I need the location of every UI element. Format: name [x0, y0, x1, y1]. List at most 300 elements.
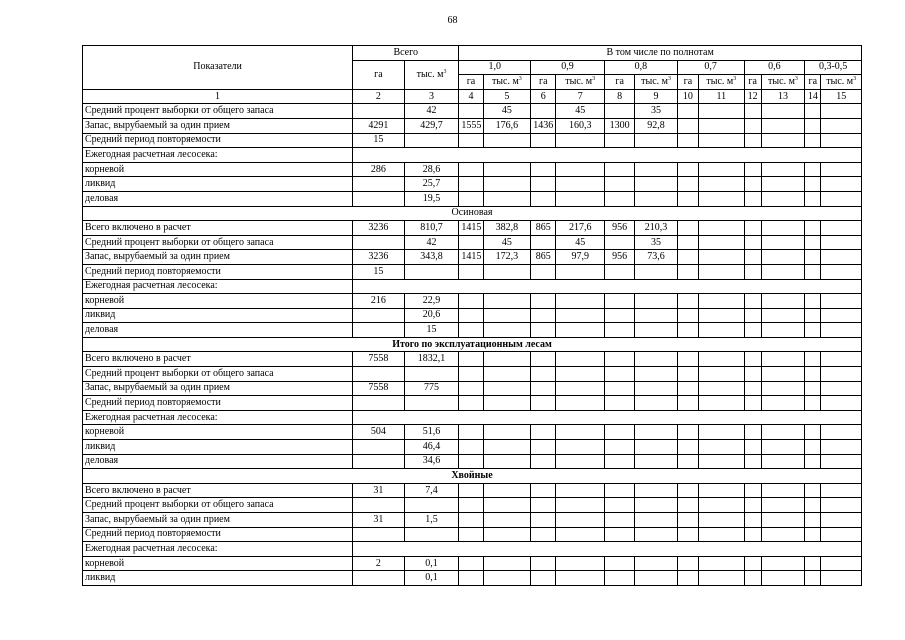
table-cell	[483, 162, 531, 177]
table-cell	[353, 571, 405, 586]
table-cell: 286	[353, 162, 405, 177]
table-cell	[761, 177, 805, 192]
table-cell	[699, 294, 745, 309]
table-cell	[677, 396, 698, 411]
table-cell	[635, 294, 677, 309]
table-cell	[459, 367, 483, 382]
table-cell	[677, 308, 698, 323]
table-cell	[353, 104, 405, 119]
row-label: ликвид	[83, 308, 353, 323]
table-row	[83, 323, 862, 338]
table-cell: 1415	[459, 221, 483, 236]
table-cell	[805, 367, 821, 382]
table-row	[83, 221, 862, 236]
table-cell: 97,9	[556, 250, 605, 265]
table-cell	[699, 104, 745, 119]
table-cell	[821, 440, 862, 455]
table-cell	[531, 323, 556, 338]
table-cell	[531, 308, 556, 323]
row-label: ликвид	[83, 177, 353, 192]
table-cell	[483, 440, 531, 455]
table-row	[83, 191, 862, 206]
table-cell	[604, 235, 634, 250]
table-cell: 1415	[459, 250, 483, 265]
table-row	[83, 264, 862, 279]
table-cell	[404, 527, 459, 542]
table-cell	[635, 454, 677, 469]
table-cell	[805, 571, 821, 586]
table-cell	[353, 191, 405, 206]
table-cell: 956	[604, 221, 634, 236]
row-label: Запас, вырубаемый за один прием	[83, 513, 353, 528]
table-cell: 3236	[353, 221, 405, 236]
table-cell	[556, 498, 605, 513]
table-cell	[459, 308, 483, 323]
table-cell: 51,6	[404, 425, 459, 440]
table-cell	[761, 440, 805, 455]
table-cell	[483, 454, 531, 469]
header-unit-volume: тыс. $м^3$	[699, 75, 745, 90]
table-cell	[483, 294, 531, 309]
table-cell	[604, 483, 634, 498]
table-cell	[744, 396, 761, 411]
table-cell	[635, 513, 677, 528]
empty-span-cell	[353, 410, 862, 425]
table-cell	[404, 396, 459, 411]
subheading-row	[83, 410, 862, 425]
column-number: 9	[635, 89, 677, 104]
header-total: Всего	[353, 46, 459, 61]
column-number: 12	[744, 89, 761, 104]
table-cell: 0,1	[404, 571, 459, 586]
table-cell	[761, 104, 805, 119]
table-cell	[761, 221, 805, 236]
row-label: Средний процент выборки от общего запаса	[83, 104, 353, 119]
table-cell	[604, 381, 634, 396]
table-cell	[483, 381, 531, 396]
table-cell	[483, 191, 531, 206]
table-cell	[805, 221, 821, 236]
table-cell	[531, 133, 556, 148]
row-label: Средний период повторяемости	[83, 264, 353, 279]
table-cell: 865	[531, 250, 556, 265]
table-cell	[404, 133, 459, 148]
table-cell	[353, 498, 405, 513]
table-cell: 775	[404, 381, 459, 396]
column-number: 7	[556, 89, 605, 104]
table-cell	[531, 440, 556, 455]
table-cell	[821, 498, 862, 513]
row-label: Ежегодная расчетная лесосека:	[83, 279, 353, 294]
table-cell: 172,3	[483, 250, 531, 265]
row-label: ликвид	[83, 440, 353, 455]
column-number: 14	[805, 89, 821, 104]
table-cell	[531, 162, 556, 177]
table-cell	[459, 323, 483, 338]
table-cell	[404, 264, 459, 279]
table-cell	[483, 264, 531, 279]
row-label: деловая	[83, 454, 353, 469]
table-cell	[353, 440, 405, 455]
table-cell	[483, 425, 531, 440]
table-cell	[744, 527, 761, 542]
row-label: Средний процент выборки от общего запаса	[83, 235, 353, 250]
table-cell	[353, 454, 405, 469]
table-cell	[531, 396, 556, 411]
table-cell	[677, 440, 698, 455]
table-cell	[744, 191, 761, 206]
table-cell	[404, 498, 459, 513]
table-cell	[556, 367, 605, 382]
header-unit-ha: га	[531, 75, 556, 90]
table-cell	[531, 527, 556, 542]
table-cell	[761, 264, 805, 279]
table-cell	[531, 235, 556, 250]
table-cell	[805, 294, 821, 309]
table-cell	[556, 454, 605, 469]
table-cell	[699, 133, 745, 148]
table-cell	[821, 483, 862, 498]
table-cell	[699, 235, 745, 250]
table-cell	[677, 191, 698, 206]
table-cell	[635, 381, 677, 396]
table-cell	[744, 308, 761, 323]
table-cell	[805, 527, 821, 542]
table-row	[83, 367, 862, 382]
table-cell	[744, 513, 761, 528]
row-label: корневой	[83, 162, 353, 177]
table-cell: 73,6	[635, 250, 677, 265]
table-cell: 504	[353, 425, 405, 440]
table-cell: 42	[404, 104, 459, 119]
header-unit-volume: тыс. $м^3$	[761, 75, 805, 90]
header-density: 0,8	[604, 60, 677, 75]
table-cell: 45	[483, 104, 531, 119]
table-cell: 46,4	[404, 440, 459, 455]
table-cell	[805, 352, 821, 367]
header-unit-ha: га	[604, 75, 634, 90]
table-cell	[556, 396, 605, 411]
table-cell: 35	[635, 104, 677, 119]
table-cell: 429,7	[404, 118, 459, 133]
table-cell	[761, 294, 805, 309]
table-cell	[699, 498, 745, 513]
table-cell	[556, 162, 605, 177]
table-cell	[531, 177, 556, 192]
table-cell	[353, 323, 405, 338]
table-cell	[677, 133, 698, 148]
table-cell	[699, 177, 745, 192]
table-cell	[805, 556, 821, 571]
table-cell	[483, 498, 531, 513]
table-cell	[483, 323, 531, 338]
table-cell	[677, 425, 698, 440]
table-cell	[821, 396, 862, 411]
table-cell: 31	[353, 513, 405, 528]
table-cell	[699, 323, 745, 338]
table-cell	[353, 396, 405, 411]
table-cell: 2	[353, 556, 405, 571]
table-cell	[635, 191, 677, 206]
table-cell	[821, 323, 862, 338]
table-cell	[604, 454, 634, 469]
header-density: 0,3-0,5	[805, 60, 862, 75]
table-cell	[677, 118, 698, 133]
row-label: Средний процент выборки от общего запаса	[83, 367, 353, 382]
table-cell	[556, 352, 605, 367]
table-cell	[483, 367, 531, 382]
section-title: Хвойные	[83, 469, 862, 484]
table-cell	[744, 425, 761, 440]
table-cell	[761, 250, 805, 265]
table-cell	[744, 367, 761, 382]
table-cell: 7558	[353, 381, 405, 396]
table-cell	[805, 381, 821, 396]
table-cell	[744, 483, 761, 498]
table-cell	[699, 381, 745, 396]
table-cell: 45	[556, 235, 605, 250]
table-cell	[744, 498, 761, 513]
table-cell	[483, 527, 531, 542]
row-label: корневой	[83, 556, 353, 571]
row-label: Средний процент выборки от общего запаса	[83, 498, 353, 513]
table-cell	[821, 425, 862, 440]
table-cell	[604, 556, 634, 571]
table-cell: 4291	[353, 118, 405, 133]
table-cell	[805, 191, 821, 206]
table-cell	[459, 264, 483, 279]
header-by-density: В том числе по полнотам	[459, 46, 862, 61]
table-cell	[531, 191, 556, 206]
row-label: Средний период повторяемости	[83, 133, 353, 148]
logging-table	[82, 45, 862, 586]
header-unit-ha: га	[744, 75, 761, 90]
table-cell	[531, 104, 556, 119]
table-cell	[531, 483, 556, 498]
header-density: 0,6	[744, 60, 805, 75]
table-cell	[677, 162, 698, 177]
column-number-row	[83, 89, 862, 104]
table-row	[83, 352, 862, 367]
table-cell	[677, 527, 698, 542]
page-number: 68	[447, 15, 458, 26]
header-density: 0,9	[531, 60, 605, 75]
section-header-row	[83, 337, 862, 352]
table-cell	[821, 352, 862, 367]
column-number: 11	[699, 89, 745, 104]
table-cell	[699, 367, 745, 382]
table-cell	[699, 264, 745, 279]
table-cell	[699, 352, 745, 367]
table-cell: 7558	[353, 352, 405, 367]
table-cell	[604, 352, 634, 367]
column-number: 2	[353, 89, 405, 104]
table-cell: 28,6	[404, 162, 459, 177]
table-cell	[459, 133, 483, 148]
table-cell	[821, 250, 862, 265]
table-cell	[744, 250, 761, 265]
table-cell	[699, 162, 745, 177]
table-cell	[821, 571, 862, 586]
table-cell: 92,8	[635, 118, 677, 133]
table-cell	[556, 440, 605, 455]
table-cell	[635, 352, 677, 367]
header-unit-ha: га	[459, 75, 483, 90]
table-cell	[821, 133, 862, 148]
header-density: 1,0	[459, 60, 531, 75]
row-label: Ежегодная расчетная лесосека:	[83, 542, 353, 557]
table-cell	[531, 264, 556, 279]
table-cell	[635, 556, 677, 571]
table-cell: 810,7	[404, 221, 459, 236]
table-cell	[604, 396, 634, 411]
table-cell: 1,5	[404, 513, 459, 528]
table-cell	[677, 221, 698, 236]
table-row	[83, 294, 862, 309]
table-row	[83, 483, 862, 498]
column-number: 5	[483, 89, 531, 104]
table-row	[83, 104, 862, 119]
table-cell	[805, 308, 821, 323]
table-cell	[635, 571, 677, 586]
table-cell	[821, 381, 862, 396]
table-cell	[604, 264, 634, 279]
table-cell	[483, 177, 531, 192]
table-cell	[744, 352, 761, 367]
table-cell	[805, 133, 821, 148]
empty-span-cell	[353, 279, 862, 294]
row-label: Запас, вырубаемый за один прием	[83, 250, 353, 265]
table-cell	[761, 571, 805, 586]
table-cell	[459, 162, 483, 177]
table-cell	[459, 571, 483, 586]
table-cell	[604, 133, 634, 148]
table-cell	[556, 323, 605, 338]
table-cell	[677, 250, 698, 265]
table-cell	[556, 294, 605, 309]
table-cell: 15	[353, 133, 405, 148]
table-cell	[459, 294, 483, 309]
table-cell	[805, 425, 821, 440]
row-label: Запас, вырубаемый за один прием	[83, 381, 353, 396]
table-cell	[805, 177, 821, 192]
table-cell	[483, 556, 531, 571]
subheading-row	[83, 148, 862, 163]
table-cell	[821, 104, 862, 119]
table-cell	[556, 527, 605, 542]
row-label: деловая	[83, 323, 353, 338]
table-cell	[556, 177, 605, 192]
table-cell	[821, 191, 862, 206]
table-cell	[604, 440, 634, 455]
table-cell: 42	[404, 235, 459, 250]
header-unit-volume: тыс. $м^3$	[556, 75, 605, 90]
table-cell	[805, 513, 821, 528]
table-cell	[744, 454, 761, 469]
table-cell: 7,4	[404, 483, 459, 498]
table-cell	[604, 425, 634, 440]
table-cell: 25,7	[404, 177, 459, 192]
table-row	[83, 133, 862, 148]
table-cell: 1436	[531, 118, 556, 133]
section-title: Итого по эксплуатационным лесам	[83, 337, 862, 352]
table-cell	[821, 264, 862, 279]
table-cell	[744, 556, 761, 571]
table-cell: 45	[483, 235, 531, 250]
table-cell	[761, 513, 805, 528]
table-cell	[459, 527, 483, 542]
column-number: 13	[761, 89, 805, 104]
table-cell	[821, 556, 862, 571]
table-cell	[744, 118, 761, 133]
table-cell	[531, 498, 556, 513]
header-unit-ha: га	[805, 75, 821, 90]
table-cell	[761, 352, 805, 367]
header-density: 0,7	[677, 60, 744, 75]
table-cell	[404, 367, 459, 382]
table-row	[83, 454, 862, 469]
table-cell	[761, 191, 805, 206]
subheading-row	[83, 279, 862, 294]
table-cell	[531, 381, 556, 396]
table-cell: 19,5	[404, 191, 459, 206]
table-cell	[604, 104, 634, 119]
table-cell	[821, 454, 862, 469]
table-cell	[761, 235, 805, 250]
table-cell	[531, 571, 556, 586]
table-cell	[805, 104, 821, 119]
empty-span-cell	[353, 148, 862, 163]
table-cell	[805, 235, 821, 250]
row-label: Всего включено в расчет	[83, 483, 353, 498]
table-cell: 382,8	[483, 221, 531, 236]
table-cell: 1555	[459, 118, 483, 133]
table-cell	[821, 367, 862, 382]
table-row	[83, 235, 862, 250]
table-cell	[677, 352, 698, 367]
table-cell	[744, 104, 761, 119]
table-cell: 160,3	[556, 118, 605, 133]
table-cell	[604, 308, 634, 323]
table-cell	[635, 425, 677, 440]
table-cell	[699, 454, 745, 469]
table-cell	[821, 235, 862, 250]
table-cell	[635, 308, 677, 323]
table-cell	[744, 294, 761, 309]
table-cell	[459, 556, 483, 571]
row-label: корневой	[83, 425, 353, 440]
table-row	[83, 308, 862, 323]
table-cell	[821, 162, 862, 177]
table-cell	[805, 323, 821, 338]
table-cell	[556, 264, 605, 279]
table-cell	[805, 118, 821, 133]
table-row	[83, 498, 862, 513]
table-cell	[744, 571, 761, 586]
table-cell	[761, 556, 805, 571]
header-unit-ha: га	[677, 75, 698, 90]
table-cell	[635, 162, 677, 177]
header-unit-volume: тыс. $м^3$	[821, 75, 862, 90]
table-cell	[483, 483, 531, 498]
table-cell	[821, 513, 862, 528]
table-body	[83, 104, 862, 586]
table-cell	[635, 133, 677, 148]
table-cell	[699, 250, 745, 265]
header-total-volume: тыс. $м^3$	[404, 60, 459, 89]
header-unit-volume: тыс. $м^3$	[483, 75, 531, 90]
table-cell	[677, 294, 698, 309]
